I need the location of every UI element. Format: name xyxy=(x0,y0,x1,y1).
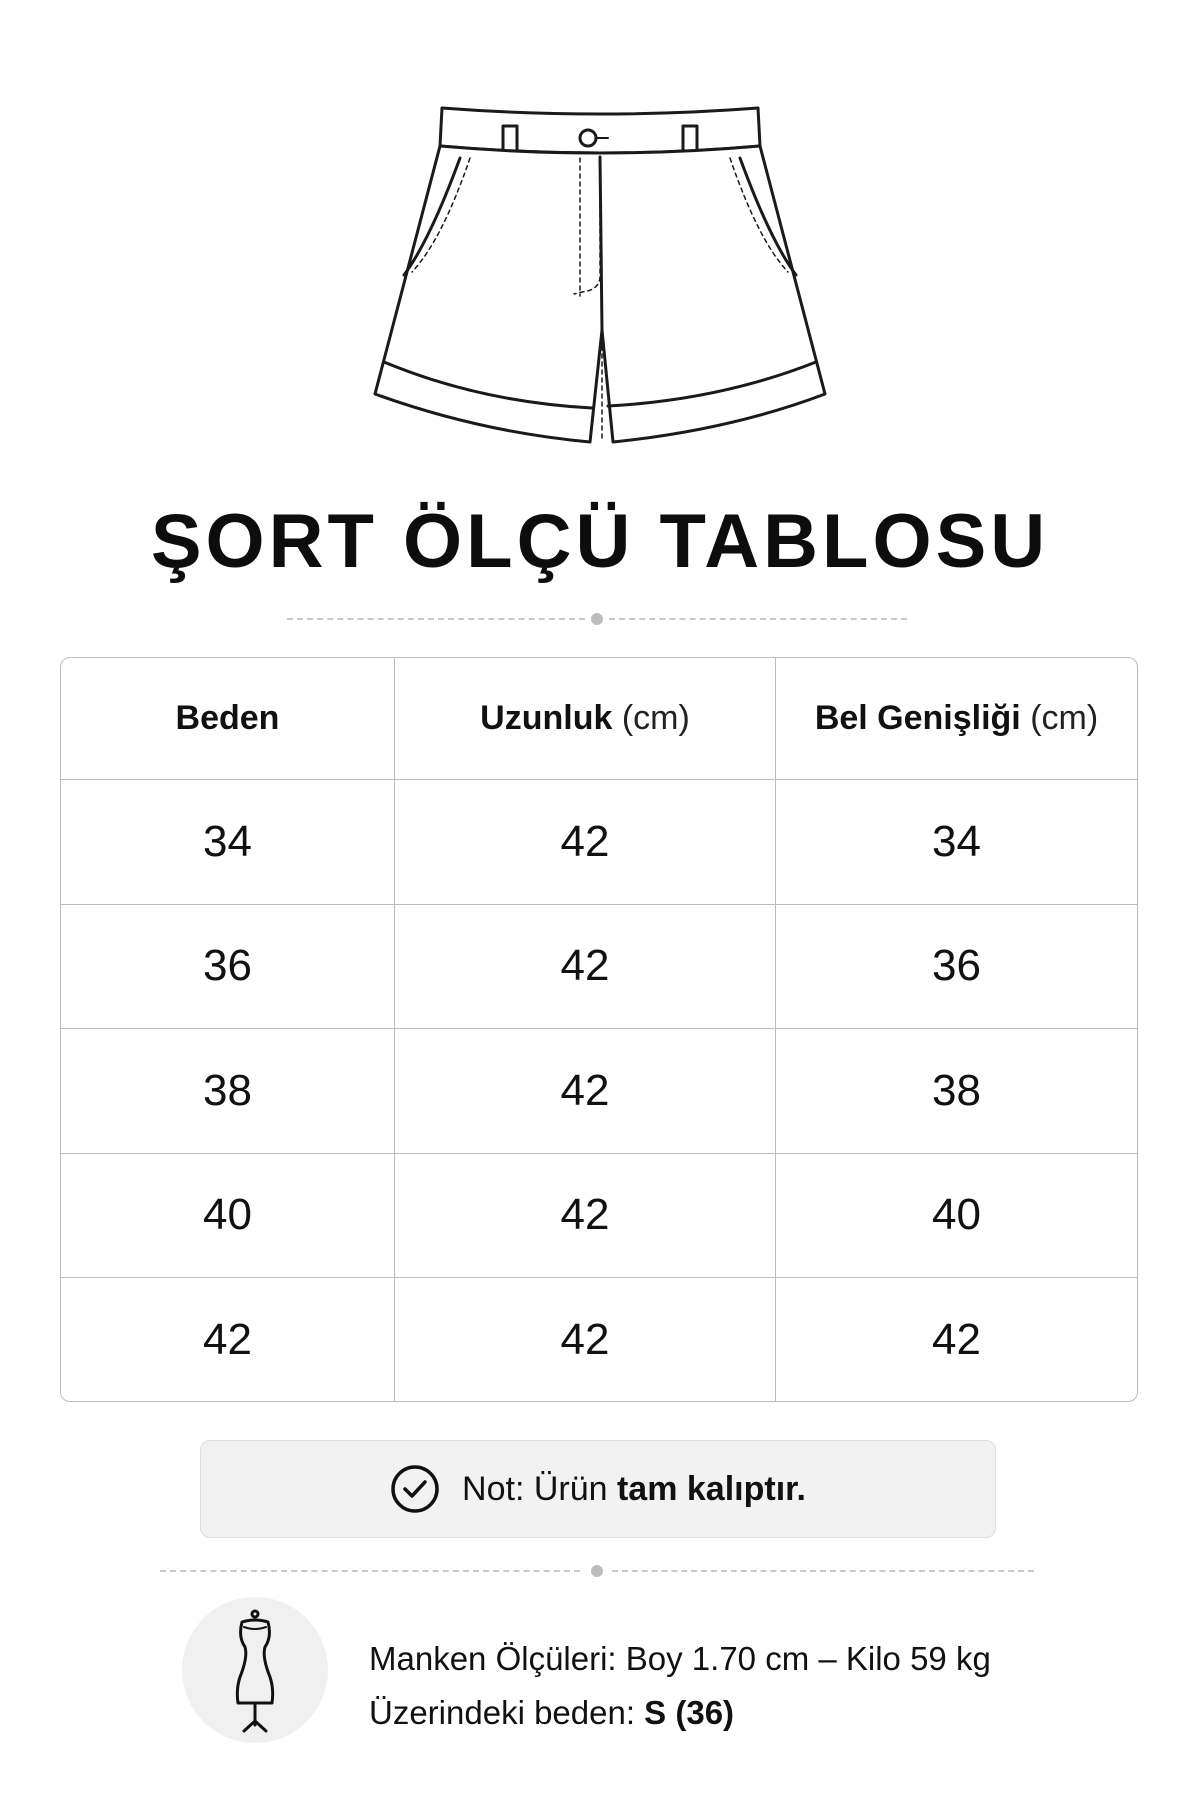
header-length xyxy=(395,658,776,780)
table-row xyxy=(61,1029,1137,1154)
model-measurements: Manken Ölçüleri: Boy 1.70 cm – Kilo 59 kg xyxy=(369,1640,991,1677)
page-title: ŞORT ÖLÇÜ TABLOSU xyxy=(150,499,1050,584)
cell-length: 42 xyxy=(395,1278,776,1401)
cell-length: 42 xyxy=(395,1029,776,1154)
note-text xyxy=(462,1470,806,1509)
model-size-value: S (36) xyxy=(644,1694,735,1731)
cell-waist: 34 xyxy=(776,780,1138,905)
model-size-label: Üzerindeki beden: xyxy=(369,1694,635,1731)
check-circle-icon xyxy=(390,1464,440,1514)
model-size-line xyxy=(369,1686,991,1740)
cell-length: 42 xyxy=(395,904,776,1029)
section-divider xyxy=(160,1564,1034,1578)
header-label: Bel Genişliği xyxy=(814,699,1021,737)
cell-waist: 40 xyxy=(776,1153,1138,1278)
cell-size: 40 xyxy=(61,1153,395,1278)
table-row xyxy=(61,780,1137,905)
header-label: Beden xyxy=(175,699,280,737)
cell-size: 34 xyxy=(61,780,395,905)
header-size xyxy=(61,658,395,780)
size-table xyxy=(60,657,1138,1402)
cell-length: 42 xyxy=(395,1153,776,1278)
model-info xyxy=(369,1632,991,1740)
mannequin-icon xyxy=(182,1597,328,1743)
cell-waist: 42 xyxy=(776,1278,1138,1401)
note-emphasis: tam kalıptır. xyxy=(616,1469,806,1508)
cell-size: 42 xyxy=(61,1278,395,1401)
cell-waist: 38 xyxy=(776,1029,1138,1154)
cell-length: 42 xyxy=(395,780,776,905)
header-unit: (cm) xyxy=(621,699,690,737)
table-row xyxy=(61,904,1137,1029)
cell-size: 36 xyxy=(61,904,395,1029)
fit-note xyxy=(200,1440,996,1538)
cell-waist: 36 xyxy=(776,904,1138,1029)
shorts-line-drawing-icon xyxy=(370,100,830,470)
note-prefix: Not: Ürün xyxy=(462,1469,608,1508)
table-row xyxy=(61,1278,1137,1401)
table-row xyxy=(61,1153,1137,1278)
mannequin-badge xyxy=(182,1597,328,1743)
title-divider xyxy=(287,612,907,626)
table-header-row xyxy=(61,658,1137,780)
cell-size: 38 xyxy=(61,1029,395,1154)
header-label: Uzunluk xyxy=(480,699,613,737)
header-unit: (cm) xyxy=(1030,699,1099,737)
header-waist xyxy=(776,658,1138,780)
